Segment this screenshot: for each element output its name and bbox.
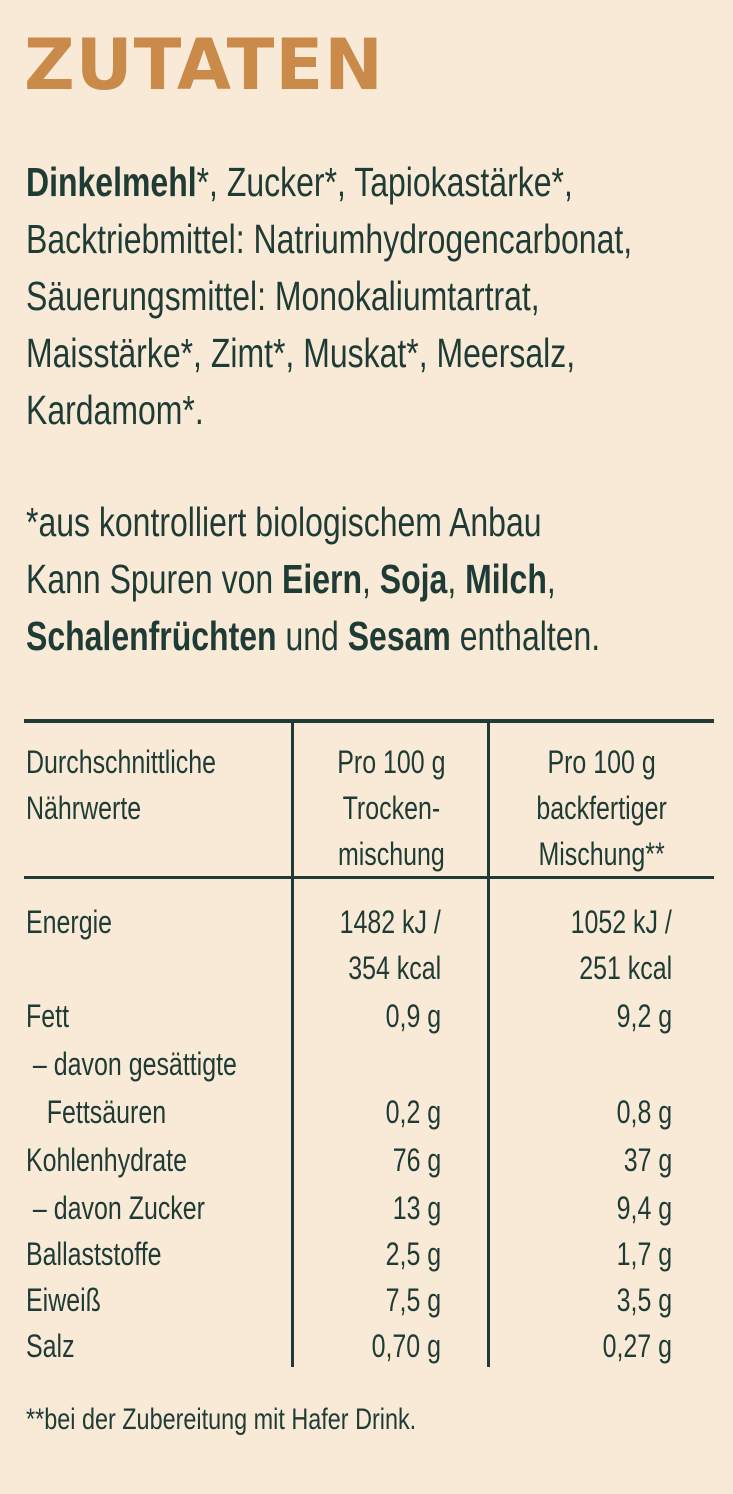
ingredients-line: Kardamom*. (26, 387, 204, 433)
allergen-nuts: Schalenfrüchten (26, 613, 277, 659)
nutrient-ready-value (494, 1041, 672, 1087)
nutrient-label (26, 899, 136, 945)
nutrient-label-text: Kohlenhydrate (26, 1142, 187, 1178)
ingredients-text (26, 154, 632, 439)
allergen-note (26, 608, 600, 665)
ingredient-highlight: Dinkelmehl (26, 159, 197, 205)
nutrient-ready-value (494, 899, 672, 945)
nutrient-dry-value-text: 76 g (392, 1142, 441, 1178)
nutrient-dry-value-text: 0,2 g (385, 1094, 441, 1130)
ingredients-list (26, 154, 733, 439)
nutrient-label (26, 1137, 232, 1183)
header-dry-mix (299, 739, 484, 877)
nutrition-table (24, 719, 714, 1367)
nutrient-dry-value-text: 0,9 g (385, 998, 441, 1034)
footnote-text: **bei der Zubereitung mit Hafer Drink. (26, 1403, 417, 1436)
header-line: Durchschnittliche (26, 744, 217, 780)
allergen-separator: und (276, 613, 348, 659)
nutrient-ready-value-text: 9,2 g (616, 998, 672, 1034)
ingredients-line-text: *, Zucker*, Tapiokastärke*, (196, 159, 573, 205)
allergen-separator: , (447, 556, 466, 602)
notes-text (26, 494, 600, 665)
nutrient-ready-value-text: 1052 kJ / (570, 904, 672, 940)
nutrient-dry-value (299, 1277, 441, 1323)
header-line: Pro 100 g (337, 744, 446, 780)
nutrient-dry-value-text: 13 g (392, 1190, 441, 1226)
nutrient-dry-value (299, 1323, 441, 1369)
header-ready-mix (494, 739, 709, 877)
footnote (26, 1400, 526, 1440)
allergen-note (26, 551, 600, 608)
nutrient-ready-value (494, 1137, 672, 1183)
nutrient-label (26, 993, 81, 1039)
nutrient-dry-value (299, 945, 441, 991)
nutrient-ready-value (494, 1231, 672, 1277)
header-line: Mischung** (538, 836, 665, 872)
header-line: Trocken- (342, 790, 441, 826)
ingredients-line: Säuerungsmittel: Monokaliumtartrat, (26, 273, 540, 319)
nutrient-ready-value (494, 1185, 672, 1231)
header-dry-mix-text (337, 739, 445, 877)
header-nutrients-text (26, 739, 216, 831)
nutrient-label-text: – davon gesättigte (26, 1046, 237, 1082)
nutrient-label-text: Fettsäuren (26, 1094, 167, 1130)
nutrient-label-text: Eiweiß (26, 1282, 101, 1318)
organic-note: *aus kontrolliert biologischem Anbau (26, 499, 542, 545)
ingredients-line: Maisstärke*, Zimt*, Muskat*, Meersalz, (26, 330, 576, 376)
allergen-separator: , (546, 556, 556, 602)
allergen-suffix: enthalten. (450, 613, 601, 659)
nutrient-label (26, 1231, 200, 1277)
allergen-soy: Soja (379, 556, 448, 602)
nutrient-dry-value-text: 1482 kJ / (339, 904, 441, 940)
nutrient-ready-value-text: 3,5 g (616, 1282, 672, 1318)
nutrient-ready-value-text: 37 g (623, 1142, 672, 1178)
nutrient-ready-value (494, 945, 672, 991)
nutrient-label (26, 1323, 88, 1369)
section-title-text: ZUTATEN (24, 24, 384, 106)
nutrient-ready-value (494, 1277, 672, 1323)
nutrient-label-text: Ballaststoffe (26, 1236, 162, 1272)
nutrient-ready-value-text: 251 kcal (579, 950, 672, 986)
header-line: Nährwerte (26, 790, 142, 826)
nutrient-ready-value (494, 1089, 672, 1135)
nutrient-ready-value-text: 0,27 g (602, 1328, 672, 1364)
ingredients-line (26, 154, 632, 211)
allergen-prefix: Kann Spuren von (26, 556, 283, 602)
nutrient-ready-value-text: 9,4 g (616, 1190, 672, 1226)
table-column-divider (487, 719, 490, 1367)
header-ready-mix-text (536, 739, 666, 877)
header-line: mischung (338, 836, 445, 872)
ingredients-line: Backtriebmittel: Natriumhydrogencarbonat, (26, 216, 633, 262)
nutrient-label-text: Fett (26, 998, 69, 1034)
nutrient-ready-value (494, 1323, 672, 1369)
allergen-sesame: Sesam (347, 613, 451, 659)
nutrient-dry-value (299, 1137, 441, 1183)
nutrient-label-text: – davon Zucker (26, 1190, 205, 1226)
nutrient-dry-value (299, 1231, 441, 1277)
allergen-milk: Milch (465, 556, 547, 602)
nutrient-ready-value (494, 993, 672, 1039)
header-line: backfertiger (536, 790, 667, 826)
nutrient-dry-value (299, 1041, 441, 1087)
allergen-separator: , (362, 556, 380, 602)
nutrient-label (26, 1089, 206, 1135)
nutrient-label (26, 1185, 255, 1231)
nutrient-dry-value (299, 1185, 441, 1231)
header-line: Pro 100 g (547, 744, 656, 780)
header-nutrients (26, 739, 270, 831)
section-title (24, 24, 384, 106)
nutrient-dry-value-text: 0,70 g (371, 1328, 441, 1364)
notes (26, 494, 733, 665)
nutrient-label (26, 1041, 296, 1087)
nutrient-label-text: Energie (26, 904, 113, 940)
nutrient-dry-value-text: 354 kcal (348, 950, 441, 986)
nutrient-dry-value (299, 899, 441, 945)
nutrient-ready-value-text: 1,7 g (616, 1236, 672, 1272)
nutrient-ready-value-text: 0,8 g (616, 1094, 672, 1130)
nutrient-dry-value (299, 993, 441, 1039)
table-top-rule (24, 719, 714, 723)
nutrient-dry-value-text: 7,5 g (385, 1282, 441, 1318)
nutrient-label-text: Salz (26, 1328, 75, 1364)
nutrient-label (26, 1277, 122, 1323)
nutrient-dry-value (299, 1089, 441, 1135)
nutrient-dry-value-text: 2,5 g (385, 1236, 441, 1272)
allergen-eggs: Eiern (282, 556, 363, 602)
